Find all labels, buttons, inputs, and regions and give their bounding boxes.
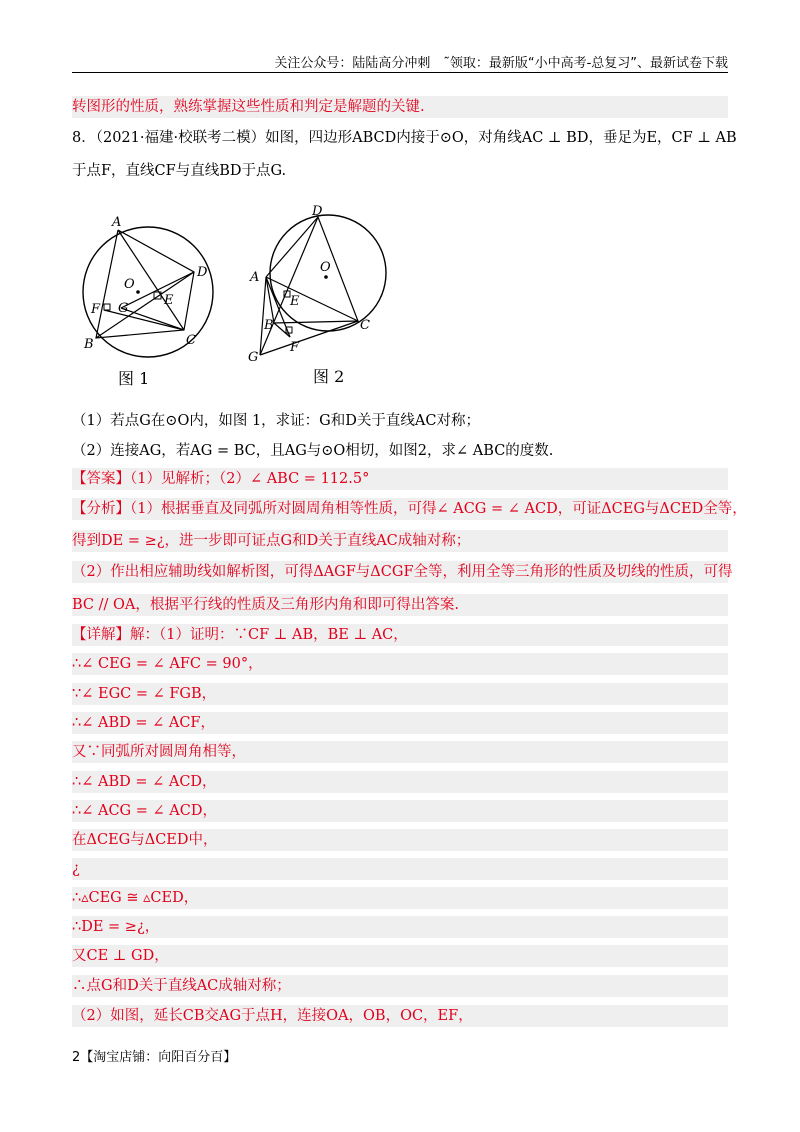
figure-1-caption: 图 1 <box>118 369 150 388</box>
fig1-label-f: F <box>91 302 101 317</box>
fig2-label-g: G <box>248 350 259 365</box>
page-footer: 2【淘宝店铺：向阳百分百】 <box>72 1050 237 1065</box>
detail-line-12: ∴点G和D关于直线AC成轴对称； <box>72 975 728 997</box>
detail-line-8: ¿ <box>72 858 728 880</box>
detail-line-1: ∴∠ CEG = ∠ AFC = 90°， <box>72 653 728 675</box>
figure-2-caption: 图 2 <box>313 367 345 386</box>
analysis-line-3: （2）作出相应辅助线如解析图，可得ΔAGF与ΔCGF全等，利用全等三角形的性质及切线的性质，可得 <box>72 561 728 583</box>
detail-line-2: ∵∠ EGC = ∠ FGB， <box>72 683 728 705</box>
fig2-label-e: E <box>290 294 300 309</box>
detail-line-10: ∴DE = ≥¿， <box>72 916 728 938</box>
intro-text: 转图形的性质，熟练掌握这些性质和判定是解题的关键. <box>72 96 728 118</box>
fig1-label-d: D <box>197 265 208 280</box>
fig2-label-c: C <box>360 318 370 333</box>
fig2-label-f: F <box>290 340 300 355</box>
problem-line-2: 于点F，直线CF与直线BD于点G. <box>72 163 287 179</box>
fig1-label-c: C <box>186 333 196 348</box>
fig1-label-b: B <box>84 337 94 352</box>
analysis-line-4: BC // OA，根据平行线的性质及三角形内角和即可得出答案. <box>72 594 728 616</box>
fig1-label-a: A <box>112 215 122 230</box>
fig2-label-a: A <box>250 270 260 285</box>
detail-line-4: 又∵同弧所对圆周角相等， <box>72 741 728 763</box>
detail-line-6: ∴∠ ACG = ∠ ACD， <box>72 800 728 822</box>
detail-line-0: 【详解】解：（1）证明：∵CF ⊥ AB，BE ⊥ AC， <box>72 624 728 646</box>
header-divider <box>72 72 728 73</box>
problem-line-1: 8．（2021·福建·校联考二模）如图，四边形ABCD内接于⊙O，对角线AC ⊥ BD，垂足为E，CF ⊥ AB <box>72 130 737 146</box>
fig2-label-d: D <box>312 205 323 219</box>
analysis-line-2: 得到DE = ≥¿，进一步即可证点G和D关于直线AC成轴对称； <box>72 530 728 552</box>
answer-tag: 【答案】 <box>72 471 130 487</box>
fig2-label-o: O <box>320 260 331 275</box>
question-1: （1）若点G在⊙O内，如图 1，求证：G和D关于直线AC对称； <box>72 413 480 429</box>
detail-line-3: ∴∠ ABD = ∠ ACF， <box>72 712 728 734</box>
detail-line-9: ∴▵CEG ≅ ▵CED， <box>72 887 728 909</box>
figure-1 <box>76 212 236 362</box>
fig1-label-e: E <box>164 293 174 308</box>
answer-row <box>72 468 728 490</box>
figure-2 <box>246 205 396 365</box>
detail-line-5: ∴∠ ABD = ∠ ACD， <box>72 771 728 793</box>
question-2: （2）连接AG，若AG = BC，且AG与⊙O相切，如图2，求∠ ABC的度数. <box>72 443 554 459</box>
analysis-tag: 【分析】 <box>72 501 130 517</box>
detail-line-13: （2）如图，延长CB交AG于点H，连接OA，OB，OC，EF， <box>72 1005 728 1027</box>
page-header: 关注公众号：陆陆高分冲刺 ˜领取：最新版“小中高考-总复习”、最新试卷下载 <box>274 56 728 71</box>
fig1-label-g: G <box>118 301 129 316</box>
detail-line-7: 在ΔCEG与ΔCED中， <box>72 829 728 851</box>
detail-tag: 【详解】 <box>72 627 130 643</box>
answer-text: （1）见解析；（2）∠ ABC = 112.5° <box>130 471 370 487</box>
detail-line-11: 又CE ⊥ GD， <box>72 945 728 967</box>
fig1-label-o: O <box>124 277 135 292</box>
fig2-label-b: B <box>264 318 274 333</box>
analysis-line-1: 【分析】（1）根据垂直及同弧所对圆周角相等性质，可得∠ ACG = ∠ ACD，可证ΔCEG与ΔCED全等， <box>72 498 728 520</box>
